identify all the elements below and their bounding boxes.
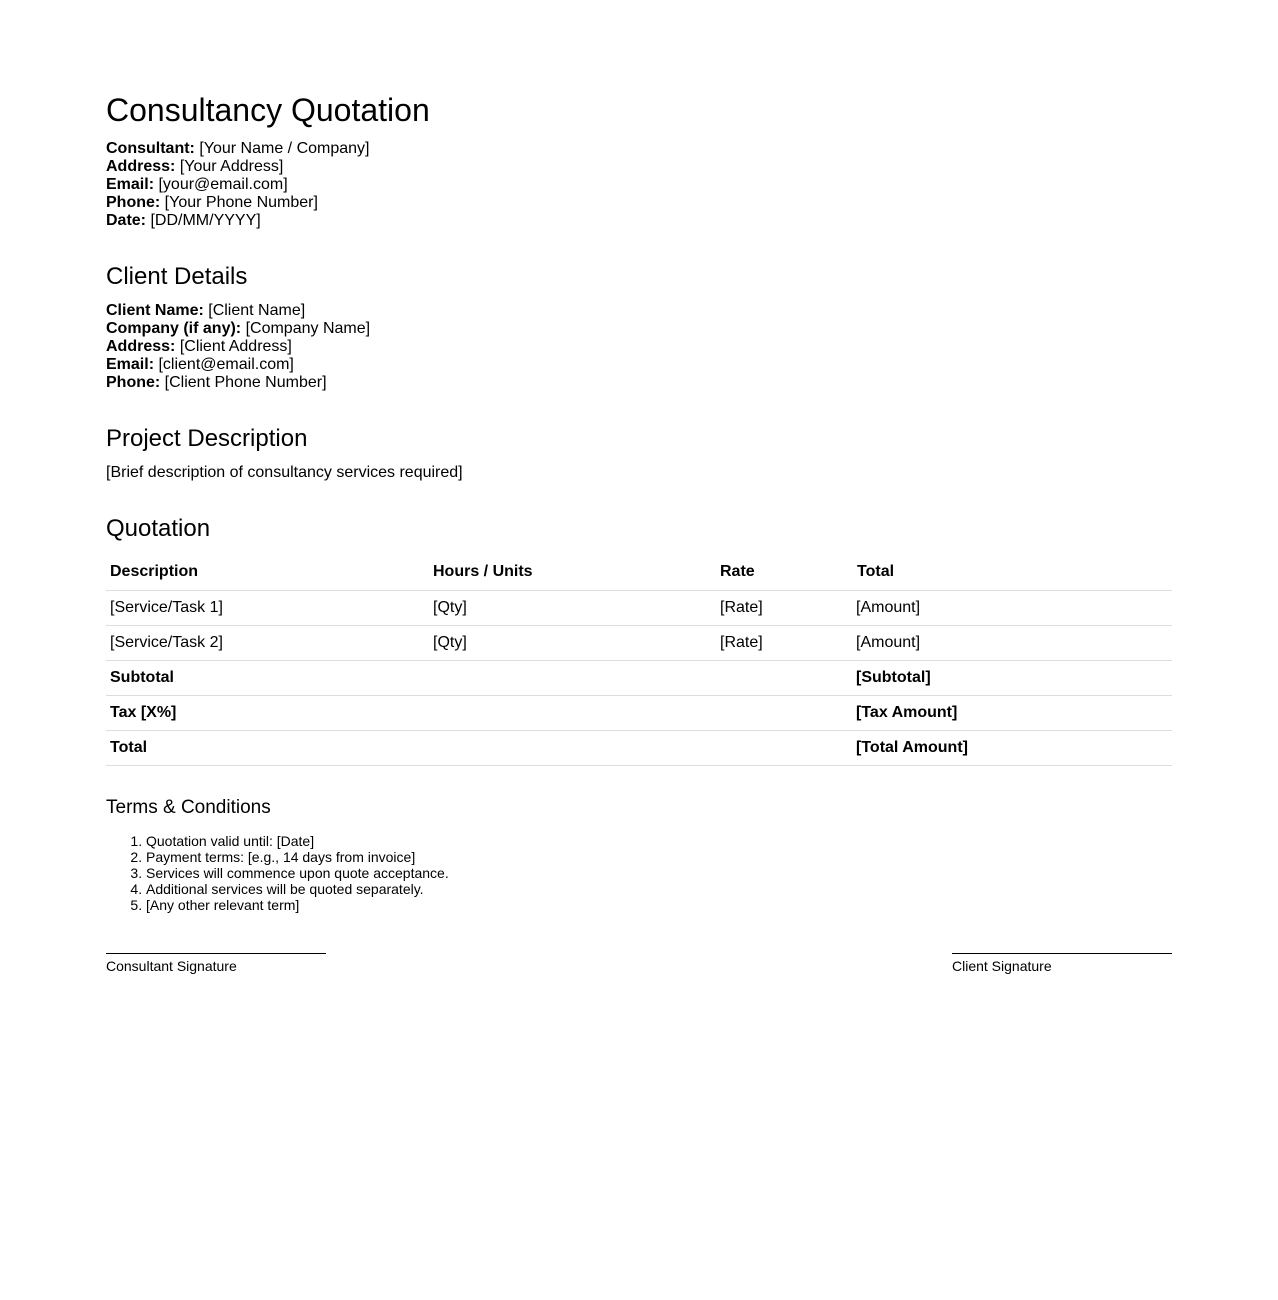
client-signature [952, 953, 1172, 974]
field-value: [client@email.com] [158, 356, 294, 373]
term-item: 2. Payment terms: [e.g., 14 days from invoice] [146, 849, 449, 865]
field-label: Address: [106, 158, 176, 175]
field-label: Consultant: [106, 140, 195, 157]
term-item: 3. Services will commence upon quote acceptance. [146, 865, 449, 881]
field-label: Client Name: [106, 302, 204, 319]
field-label: Phone: [106, 374, 161, 391]
field-value: [DD/MM/YYYY] [150, 212, 261, 229]
field-label: Company (if any): [106, 320, 242, 337]
total-cell: [Amount] [853, 626, 1172, 661]
signature-label: Consultant Signature [106, 958, 237, 974]
field-label: Phone: [106, 194, 161, 211]
consultant-field [106, 140, 369, 158]
summary-value: [Total Amount] [853, 731, 1172, 766]
term-item: 4. Additional services will be quoted separately. [146, 881, 449, 897]
consultant-info [106, 140, 369, 230]
field-value: [Your Name / Company] [199, 140, 370, 157]
qty-cell: [Qty] [429, 626, 716, 661]
total-row [106, 731, 1172, 766]
field-label: Email: [106, 176, 155, 193]
term-item: 1. Quotation valid until: [Date] [146, 833, 449, 849]
field-value: [Your Address] [179, 158, 284, 175]
quotation-heading: Quotation [106, 515, 211, 542]
description-cell: [Service/Task 2] [106, 626, 429, 661]
terms-list [106, 833, 449, 913]
table-header-row [106, 555, 1172, 591]
rate-cell: [Rate] [716, 626, 853, 661]
signature-label: Client Signature [952, 958, 1052, 974]
column-header: Total [853, 555, 1172, 591]
project-description-heading: Project Description [106, 425, 308, 452]
address-field [106, 158, 369, 176]
qty-cell: [Qty] [429, 591, 716, 626]
client-phone-field [106, 374, 370, 392]
summary-value: [Tax Amount] [853, 696, 1172, 731]
table-row [106, 626, 1172, 661]
consultant-signature [106, 953, 326, 974]
page-title: Consultancy Quotation [106, 92, 430, 128]
field-value: [Your Phone Number] [164, 194, 318, 211]
term-item: 5. [Any other relevant term] [146, 897, 449, 913]
terms-heading: Terms & Conditions [106, 797, 271, 818]
description-cell: [Service/Task 1] [106, 591, 429, 626]
field-label: Address: [106, 338, 176, 355]
rate-cell: [Rate] [716, 591, 853, 626]
total-cell: [Amount] [853, 591, 1172, 626]
client-email-field [106, 356, 370, 374]
client-info [106, 302, 370, 392]
field-label: Date: [106, 212, 147, 229]
phone-field [106, 194, 369, 212]
summary-value: [Subtotal] [853, 661, 1172, 696]
project-description-text: [Brief description of consultancy services required] [106, 464, 463, 481]
client-address-field [106, 338, 370, 356]
email-field [106, 176, 369, 194]
quotation-table [106, 555, 1172, 766]
field-value: [your@email.com] [158, 176, 288, 193]
signature-line [106, 953, 326, 954]
field-value: [Client Name] [208, 302, 306, 319]
client-details-heading: Client Details [106, 263, 248, 290]
field-value: [Client Phone Number] [164, 374, 327, 391]
tax-row [106, 696, 1172, 731]
field-value: [Company Name] [245, 320, 371, 337]
company-field [106, 320, 370, 338]
summary-label: Total [106, 731, 853, 766]
column-header: Description [106, 555, 429, 591]
date-field [106, 212, 369, 230]
summary-label: Subtotal [106, 661, 853, 696]
column-header: Hours / Units [429, 555, 716, 591]
client-name-field [106, 302, 370, 320]
table-row [106, 591, 1172, 626]
field-value: [Client Address] [179, 338, 292, 355]
subtotal-row [106, 661, 1172, 696]
signature-line [952, 953, 1172, 954]
field-label: Email: [106, 356, 155, 373]
summary-label: Tax [X%] [106, 696, 853, 731]
column-header: Rate [716, 555, 853, 591]
